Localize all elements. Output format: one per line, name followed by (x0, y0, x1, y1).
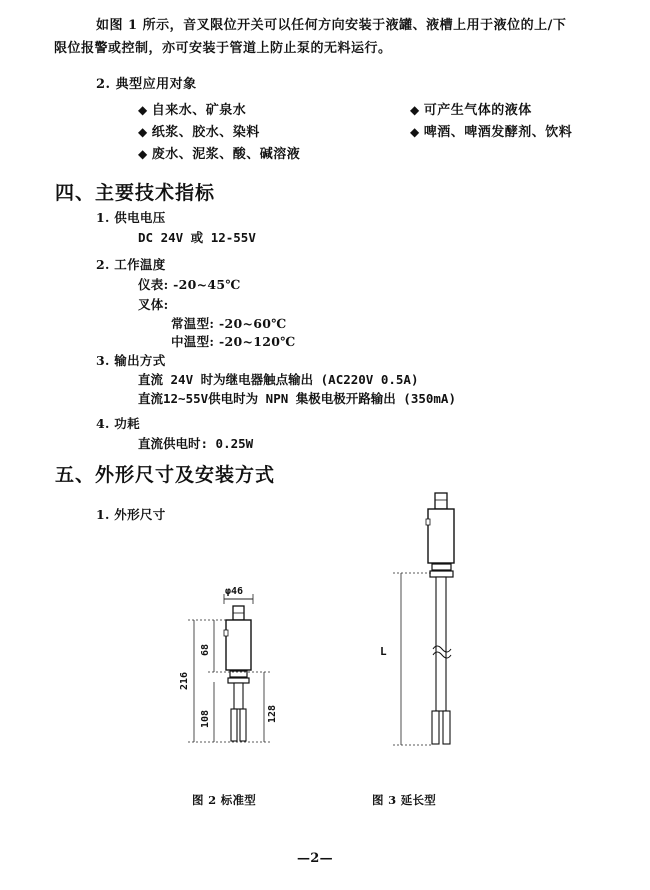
output-heading: 3. 输出方式 (96, 353, 166, 368)
supply-value: DC 24V 或 12-55V (138, 230, 256, 245)
power-value: 直流供电时: 0.25W (138, 436, 254, 451)
dim-fork-label: 128 (267, 704, 278, 723)
temperature-meter: 仪表: -20~45℃ (138, 277, 241, 292)
application-item: ◆ 纸浆、胶水、染料 (138, 125, 260, 140)
temperature-normal: 常温型: -20~60℃ (171, 316, 287, 331)
dim-lower-label: 108 (200, 709, 211, 728)
temperature-medium: 中温型: -20~120℃ (171, 334, 296, 349)
temperature-fork: 叉体: (138, 297, 169, 312)
application-item: ◆ 可产生气体的液体 (410, 103, 532, 118)
output-line-1: 直流 24V 时为继电器触点输出 (AC220V 0.5A) (138, 372, 419, 387)
diamond-bullet-icon: ◆ (138, 147, 148, 161)
dim-length-label: L (380, 645, 387, 658)
section-5-title: 五、外形尺寸及安装方式 (55, 464, 276, 486)
diamond-bullet-icon: ◆ (410, 103, 420, 117)
power-heading: 4. 功耗 (96, 416, 140, 431)
figure-2-drawing (160, 580, 290, 755)
applications-heading: 2. 典型应用对象 (96, 77, 197, 92)
application-item: ◆ 啤酒、啤酒发酵剂、饮料 (410, 125, 573, 140)
figure-3-caption: 图 3 延长型 (372, 793, 437, 807)
output-line-2: 直流12~55V供电时为 NPN 集极电极开路输出 (350mA) (138, 391, 456, 406)
diamond-bullet-icon: ◆ (410, 125, 420, 139)
figure-3-drawing (375, 485, 485, 760)
figure-2-caption: 图 2 标准型 (192, 793, 257, 807)
dim-head-label: 68 (200, 643, 211, 656)
temperature-heading: 2. 工作温度 (96, 257, 166, 272)
application-item: ◆ 废水、泥浆、酸、碱溶液 (138, 147, 301, 162)
intro-line-1: 如图 1 所示，音叉限位开关可以任何方向安装于液罐、液槽上用于液位的上/下 (96, 18, 567, 33)
page-number: —2— (297, 851, 333, 866)
supply-heading: 1. 供电电压 (96, 210, 166, 225)
diamond-bullet-icon: ◆ (138, 125, 148, 139)
intro-line-2: 限位报警或控制，亦可安装于管道上防止泵的无料运行。 (54, 41, 392, 56)
diamond-bullet-icon: ◆ (138, 103, 148, 117)
dim-total-label: 216 (179, 671, 190, 690)
application-item: ◆ 自来水、矿泉水 (138, 103, 247, 118)
section-4-title: 四、主要技术指标 (55, 182, 216, 204)
diameter-label: φ46 (225, 586, 244, 597)
dimensions-subheading: 1. 外形尺寸 (96, 507, 166, 522)
